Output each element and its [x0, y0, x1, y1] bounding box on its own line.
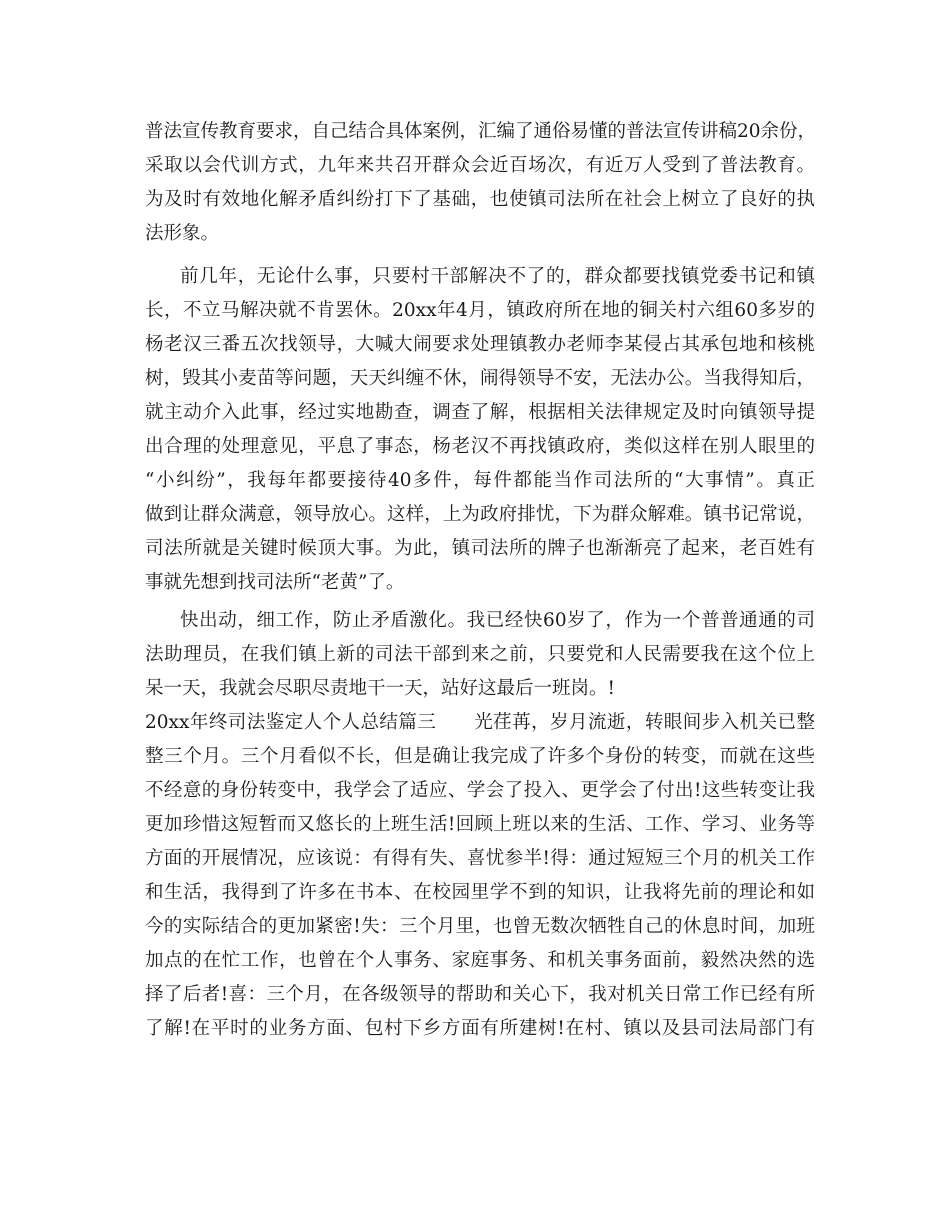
text-line: 法助理员，在我们镇上新的司法干部到来之前，只要党和人民需要我在这个位上	[145, 644, 815, 665]
text-line: 采取以会代训方式，九年来共召开群众会近百场次，有近万人受到了普法教育。	[145, 155, 815, 176]
text-line: 呆一天，我就会尽职尽责地干一天，站好这最后一班岗。!	[145, 678, 615, 699]
text-line: 司法所就是关键时候顶大事。为此，镇司法所的牌子也渐渐亮了起来，老百姓有	[145, 538, 815, 559]
text-line: 法形象。	[145, 223, 220, 244]
text-line: 就主动介入此事，经过实地勘查，调查了解，根据相关法律规定及时向镇领导提	[145, 402, 815, 423]
text-line: 树，毁其小麦苗等问题，天天纠缠不休，闹得领导不安，无法办公。当我得知后，	[145, 368, 815, 389]
text-line: 了解!在平时的业务方面、包村下乡方面有所建树!在村、镇以及县司法局部门有	[145, 1018, 815, 1039]
text-line: 杨老汉三番五次找领导，大喊大闹要求处理镇教办老师李某侵占其承包地和核桃	[145, 334, 815, 355]
text-line: 做到让群众满意，领导放心。这样，上为政府排忧，下为群众解难。镇书记常说，	[145, 504, 815, 525]
section-heading-line: 20xx年终司法鉴定人个人总结篇三 光荏苒，岁月流逝，转眼间步入机关已整	[145, 712, 815, 733]
text-line: 今的实际结合的更加紧密!失：三个月里，也曾无数次牺牲自己的休息时间，加班	[145, 916, 816, 937]
text-line: 整三个月。三个月看似不长，但是确让我完成了许多个身份的转变，而就在这些	[145, 746, 815, 767]
text-line: 普法宣传教育要求，自己结合具体案例，汇编了通俗易懂的普法宣传讲稿20余份，	[145, 121, 817, 142]
text-line: 方面的开展情况，应该说：有得有失、喜忧参半!得：通过短短三个月的机关工作	[145, 848, 815, 869]
text-line: 长，不立马解决就不肯罢休。20xx年4月，镇政府所在地的铜关村六组60多岁的	[145, 300, 815, 321]
paragraph-first-line: 快出动，细工作，防止矛盾激化。我已经快60岁了，作为一个普普通通的司	[180, 610, 815, 631]
text-line: 为及时有效地化解矛盾纠纷打下了基础，也使镇司法所在社会上树立了良好的执	[145, 189, 815, 210]
text-line: 和生活，我得到了许多在书本、在校园里学不到的知识，让我将先前的理论和如	[145, 882, 815, 903]
paragraph-first-line: 前几年，无论什么事，只要村干部解决不了的，群众都要找镇党委书记和镇	[180, 266, 815, 287]
text-line: 加点的在忙工作，也曾在个人事务、家庭事务、和机关事务面前，毅然决然的选	[145, 950, 815, 971]
text-line: 出合理的处理意见，平息了事态，杨老汉不再找镇政府，类似这样在别人眼里的	[145, 436, 815, 457]
text-line: 事就先想到找司法所“老黄”了。	[145, 572, 405, 593]
text-line: 不经意的身份转变中，我学会了适应、学会了投入、更学会了付出!这些转变让我	[145, 780, 815, 801]
text-line: 更加珍惜这短暂而又悠长的上班生活!回顾上班以来的生活、工作、学习、业务等	[145, 814, 815, 835]
text-line: 择了后者!喜：三个月，在各级领导的帮助和关心下，我对机关日常工作已经有所	[145, 984, 816, 1005]
text-line: “小纠纷”，我每年都要接待40多件，每件都能当作司法所的“大事情”。真正	[145, 470, 815, 491]
